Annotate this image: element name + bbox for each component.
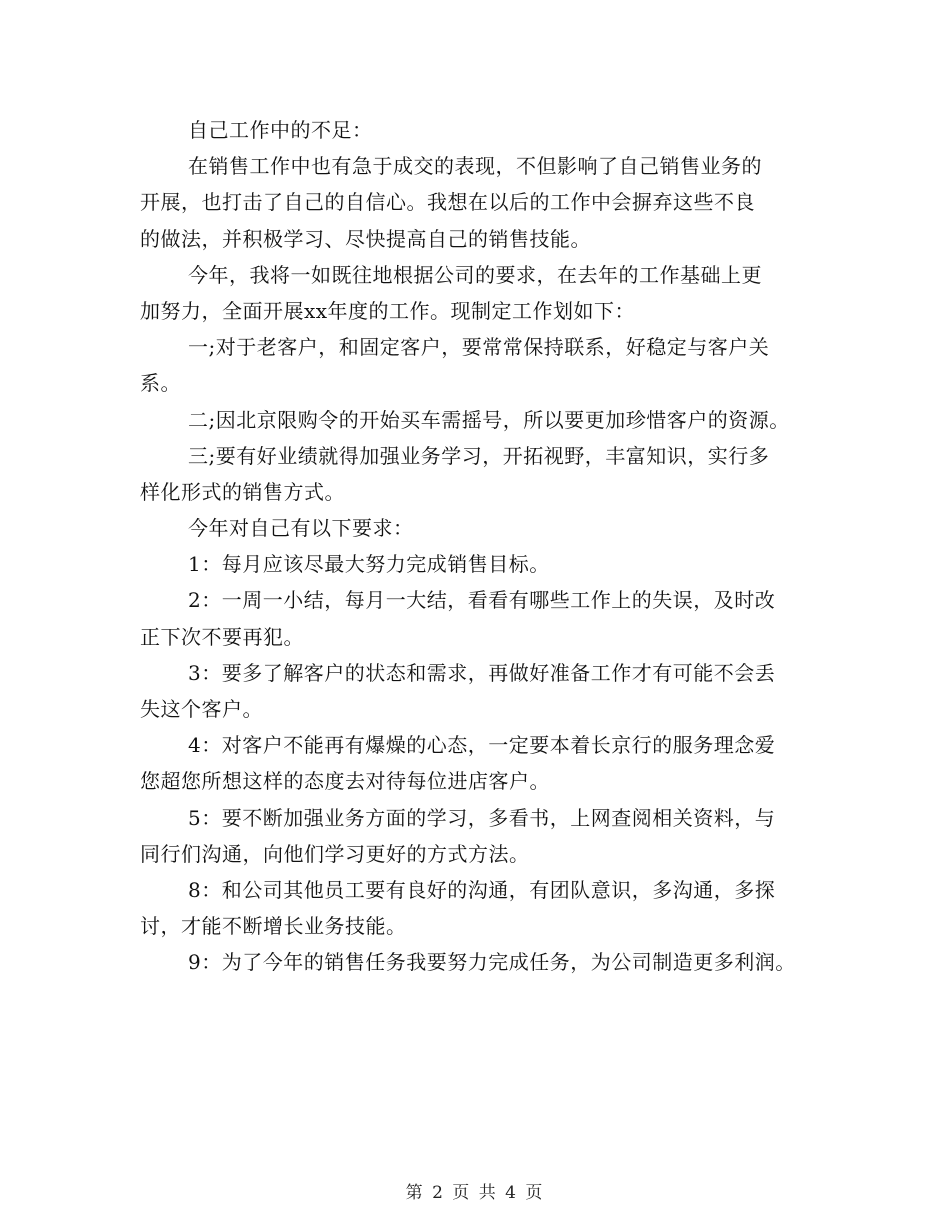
requirement-item-line: 正下次不要再犯。	[140, 624, 304, 649]
paragraph-line: 今年，我将一如既往地根据公司的要求，在去年的工作基础上更	[188, 262, 762, 287]
plan-item-line: 样化形式的销售方式。	[140, 479, 345, 504]
requirement-item-line: 9：为了今年的销售任务我要努力完成任务，为公司制造更多利润。	[188, 950, 796, 975]
plan-item-line: 系。	[140, 371, 181, 396]
requirement-item-line: 2：一周一小结，每月一大结，看看有哪些工作上的失误，及时改	[188, 588, 776, 613]
requirement-item-line: 3：要多了解客户的状态和需求，再做好准备工作才有可能不会丢	[188, 660, 776, 685]
paragraph-line: 在销售工作中也有急于成交的表现，不但影响了自己销售业务的	[188, 154, 762, 179]
section-heading: 今年对自己有以下要求：	[188, 516, 414, 541]
page-number-footer: 第 2 页 共 4 页	[405, 1183, 545, 1203]
requirement-item-line: 您超您所想这样的态度去对待每位进店客户。	[140, 769, 550, 794]
requirement-item-line: 8：和公司其他员工要有良好的沟通，有团队意识，多沟通，多探	[188, 877, 776, 902]
document-body	[140, 112, 840, 981]
requirement-item-line: 失这个客户。	[140, 697, 263, 721]
plan-item-line: 一;对于老客户，和固定客户，要常常保持联系，好稳定与客户关	[188, 335, 770, 360]
requirement-item-line: 5：要不断加强业务方面的学习，多看书，上网查阅相关资料，与	[188, 805, 776, 830]
paragraph-line: 的做法，并积极学习、尽快提高自己的销售技能。	[140, 226, 591, 251]
paragraph-line: 开展，也打击了自己的自信心。我想在以后的工作中会摒弃这些不良	[140, 190, 755, 215]
plan-item-line: 二;因北京限购令的开始买车需摇号，所以要更加珍惜客户的资源。	[188, 407, 790, 432]
plan-item-line: 三;要有好业绩就得加强业务学习，开拓视野，丰富知识，实行多	[188, 443, 770, 468]
requirement-item-line: 4：对客户不能再有爆燥的心态，一定要本着长京行的服务理念爱	[188, 733, 776, 758]
paragraph-line: 加努力，全面开展xx年度的工作。现制定工作划如下：	[140, 298, 636, 323]
requirement-item-line: 1：每月应该尽最大努力完成销售目标。	[188, 552, 550, 577]
section-heading: 自己工作中的不足：	[188, 118, 373, 142]
requirement-item-line: 讨，才能不断增长业务技能。	[140, 914, 407, 939]
requirement-item-line: 同行们沟通，向他们学习更好的方式方法。	[140, 841, 530, 866]
